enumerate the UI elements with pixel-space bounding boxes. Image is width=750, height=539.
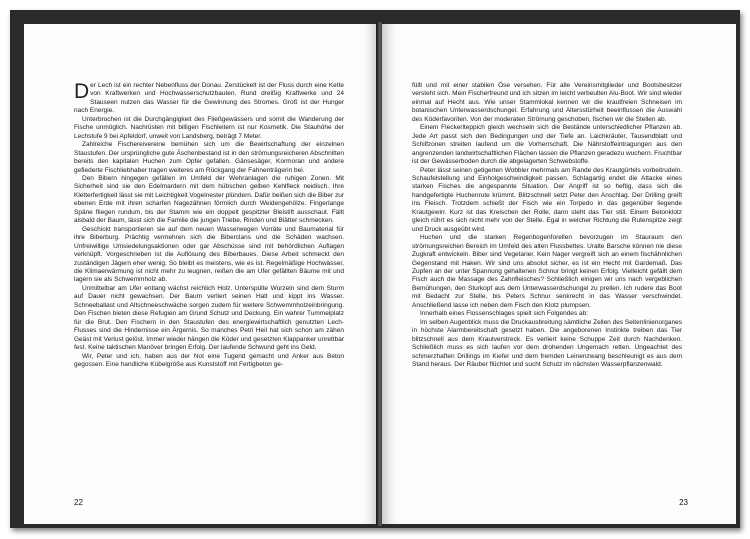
right-page: [382, 24, 736, 524]
page-number-right: 23: [679, 498, 688, 507]
paragraph: Einem Fleckerlteppich gleich wechseln sich die Bestände unterschiedlicher Pflanzen ab. Jede Art passt sich den Bedingungen und der Tiefe an. Laichkräuter, Tausendblatt und Schilfzonen streiten laufend um die Vorherrschaft. Die Nährstoffeintragungen aus den angrenzenden landwirtschaftlichen Flächen lassen die Pflanzen geradezu wuchern. Fruchtbar ist der Gewässerboden durch die abgelagerten Schwebstoffe.: [412, 124, 682, 166]
right-page-text: [412, 82, 682, 369]
paragraph: Unterbrochen ist die Durchgängigkeit des Fließgewässers und somit die Wanderung der Fische unmöglich. Nachrüsten mit billigen Fischleitern ist nur Kosmetik. Die Stauhöhe der Lechstufe 9 bei Apfeldorf, unweit von Landsberg, beträgt 7 Meter.: [74, 115, 344, 140]
paragraph: Huchen und die starken Regenbogenforellen bevorzugen im Stauraum den strömungsreichen Bereich im Umfeld des alten Flussbettes. Uralte Barsche können nie diese Zugkraft entwickeln. Biber sind Vegetarier. Kein Nager vergreift sich an einem fischähnlichen Gegenstand mit Haken. Wir sind uns absolut sicher, es ist ein Hecht mit Gardemaß. Das Zupfen an der unter Spannung gehaltenen Schnur bringt keinen Erfolg. Vielleicht gefällt dem Fisch auch die Massage des Zahnfleisches? Schließlich einigen wir uns nach vergeblichen Bemühungen, den Sturkopf aus dem Unterwasserdschungel zu prellen. Ich rudere das Boot mit Bedacht zur Stelle, bis Peters Schnur senkrecht in das Wasser verschwindet. Anschließend lasse ich neben dem Fisch den Klotz plumpsen.: [412, 234, 682, 309]
left-page-text: [74, 82, 344, 369]
paragraph: Im selben Augenblick muss die Druckausbreitung sämtliche Zellen des Seitenlinienorganes in höchste Alarmbereitschaft gesetzt haben. Die angeborenen Instinkte treiben das Tier blitzschnell aus dem Krautverstreck. Es verliert keine Schuppe Zeit durch Nachdenken. Schließlich muss es sich laufen vor dem drohenden Ungemach retten. Ungeachtet des schmerzhaften Drillings im Kiefer und dem fremden Leinenzwang beschleunigt es aus dem Stand heraus. Der Räuber flüchtet und sucht Schutz im nächsten Wasserpflanzenwald.: [412, 318, 682, 368]
page-number-left: 22: [74, 498, 83, 507]
paragraph: Unmittelbar am Ufer entlang wächst reichlich Holz. Unterspülte Wurzeln sind dem Sturm auf Dauer nicht gewachsen. Der Baum verliert seinen Halt und kippt ins Wasser. Schneeballast und Altschneeschwäche sorgen zudem für weitere Schwemmholzeinbringung. Den Fischen bieten diese Refugien am Grund Schutz und Deckung. Ein wahrer Tummelplatz für die Brut. Den Fischern in den Staustufen des energiewirtschaftlich genutzten Lech-Flusses sind die Hindernisse ein Ärgernis. So manches Petri Heil hat sich schon am zähen Geäst mit Verlust gelöst. Immer wieder hängen die Köder und gesetzten Klappanker unrettbar fest. Keine taktischen Manöver bringen Erfolg. Der laufende Schwund geht ins Geld.: [74, 284, 344, 352]
drop-cap: D: [74, 80, 90, 103]
left-page: [24, 24, 378, 524]
paragraph: Der Lech ist ein rechter Nebenfluss der Donau. Zerstückelt ist der Fluss durch eine Kette von Kraftwerken und Hochwasserschutzbauten. Rund dreißig Kraftwerke und 24 Stauseen nutzen das Wasser für die Gewinnung des Stromes. Groß ist der Hunger nach Energie.: [74, 80, 344, 115]
paragraph: füllt und mit einer stabilen Öse versehen. Für alle Vereinsmitglieder und Bootsbesitzer versteht sich. Mein Fischerfreund und ich sitzen im leicht verbeulten Alu-Boot. Wir sind wieder einmal auf Hecht aus. Wie unser Stammlokal kennen wir die krautfreien Schneisen im botanischen Unterwasserdschungel. Erfahrung und Altersstürheit beeinflussen die Auswahl des Köderfavoriten. Von der moderaten Strömung geschoben, fischen wir die Stellen ab.: [412, 82, 682, 123]
paragraph: Zahlreiche Fischereivereine bemühen sich um die Bewirtschaftung der einzelnen Staustufen. Der ursprüngliche gute Äschenbestand ist in den strömungsreicheren Abschnitten bereits den kapitalen Huchen zum Opfer gefallen. Gänsesäger, Kormoran und andere gefiederte Fischliebhaber tragen weiteres am Rückgang der Fahnenträgerin bei.: [74, 141, 344, 174]
paragraph: Wir, Peter und ich, haben aus der Not eine Tugend gemacht und Anker aus Beton gegossen. Eine handliche Kübelgröße aus Kunststoff mit Fertigbeton ge-: [74, 352, 344, 368]
paragraph: Innerhalb eines Flossenschlages spielt sich Folgendes ab:: [420, 310, 589, 318]
open-book: [10, 10, 740, 528]
paragraph: Peter lässt seinen getigerten Wobbler mehrmals am Rande des Krautgürtels vorbeitrudeln. Schaufelstellung und Einholgeschwindigkeit passen. Schlagartig endet die Attacke eines starken Fisches die angespannte Situation. Der Angriff ist so heftig, dass sich die handgefertigte Huchenrute krümmt. Blitzschnell setzt Peter den Anschlag. Der Drilling greift ins Fleisch. Trotzdem schießt der Fisch wie ein Torpedo in das gegenüber liegende Krautgewirr. Kurz ist das Kreischen der Rolle, dann steht das Tier still. Einem Betonklotz gleich rührt es sich nicht mehr von der Stelle. Egal in welcher Richtung die Rutenspitze zeigt und Druck ausgeübt wird.: [412, 166, 682, 233]
paragraph: Geschickt transportieren sie auf dem neuen Wasserwegen Vorräte und Baumaterial für ihre Biberburg. Prächtig vermehren sich die Biberclans und die Schäden wachsen. Unfreiwillige Umsiedelungsaktionen oder gar Abschüsse sind mit behördlichen Auflagen verknüpft. Vorgeschrieben ist die Auflösung des Biberbaues. Diese Arbeit schmeckt den zuständigen Jägern eher wenig. So bleibt es meistens, wie es ist. Regelmäßige Hochwässer, die Klimaerwärmung ist nicht mehr zu leugnen, reißen die am Ufer gefällten Bäume mit und lagern sie als Schwemmholz ab.: [74, 225, 344, 284]
paragraph: Den Bibern hingegen gefällen im Umfeld der Wehranlagen die ruhigen Zonen. Mit Sicherheit sind sie den Edelmardern mit dem hübschen gelben Kehlfleck neidisch. Ihre Kletterfertigkeit lässt sie mit Leichtigkeit Vogelnester plündern. Dafür beißen sich die Biber zur ebenen Erde mit ihren scharfen Nagezähnen förmlich durch Weidengehölze. Fingerlange Späne fliegen rundum, bis der Stamm wie ein doppelt gespitzter Bleistift ausschaut. Fällt alsbald der Baum, lässt sich die Familie die jungen Triebe, Rinden und Blätter schmecken.: [74, 174, 344, 225]
